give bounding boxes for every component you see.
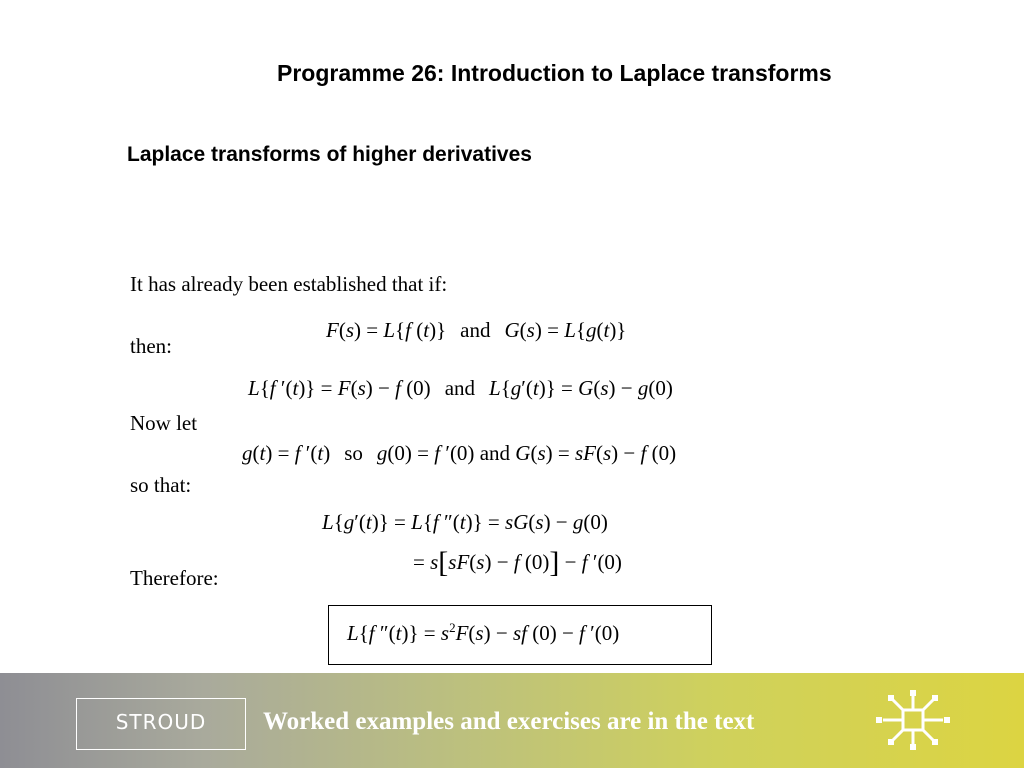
conj-and: and	[460, 318, 491, 342]
text-so-that: so that:	[130, 473, 192, 497]
conj-and: and	[444, 376, 476, 400]
text-if: It has already been established that if:	[130, 272, 448, 296]
result-box	[328, 605, 712, 665]
footer-tagline: Worked examples and exercises are in the text	[263, 708, 755, 735]
conj-so: so	[344, 441, 363, 465]
page-title: Programme 26: Introduction to Laplace transforms	[277, 60, 832, 86]
equation-result: L{f $''(t)\} = s^2F(s)$ − sf (0) − f ′(0)	[347, 620, 620, 645]
equation-first-derivatives: L{f ′(t)} = F(s) − f (0) and L{g′(t)} = G(s) − g(0)	[248, 376, 673, 400]
equation-derivation-line2: = s[sF(s) − f (0)] − f ′(0)	[413, 546, 622, 579]
text-therefore: Therefore:	[130, 566, 219, 590]
text-then: then:	[130, 334, 172, 358]
network-node-icon	[873, 689, 953, 751]
stroud-logo: STROUD	[76, 698, 246, 750]
equation-substitution: g(t) = f ′(t) so g(0) = f ′(0) and G(s) = sF(s) − f (0)	[242, 441, 677, 465]
conj-and: and	[479, 441, 511, 465]
equation-definitions: F(s) = L{f (t)} and G(s) = L{g(t)}	[326, 318, 627, 342]
footer-bar	[0, 673, 1024, 768]
equation-derivation-line1: L{g′(t)} = L{f ″(t)} = sG(s) − g(0)	[322, 510, 608, 534]
text-now-let: Now let	[130, 411, 198, 435]
section-heading: Laplace transforms of higher derivatives	[127, 143, 532, 166]
